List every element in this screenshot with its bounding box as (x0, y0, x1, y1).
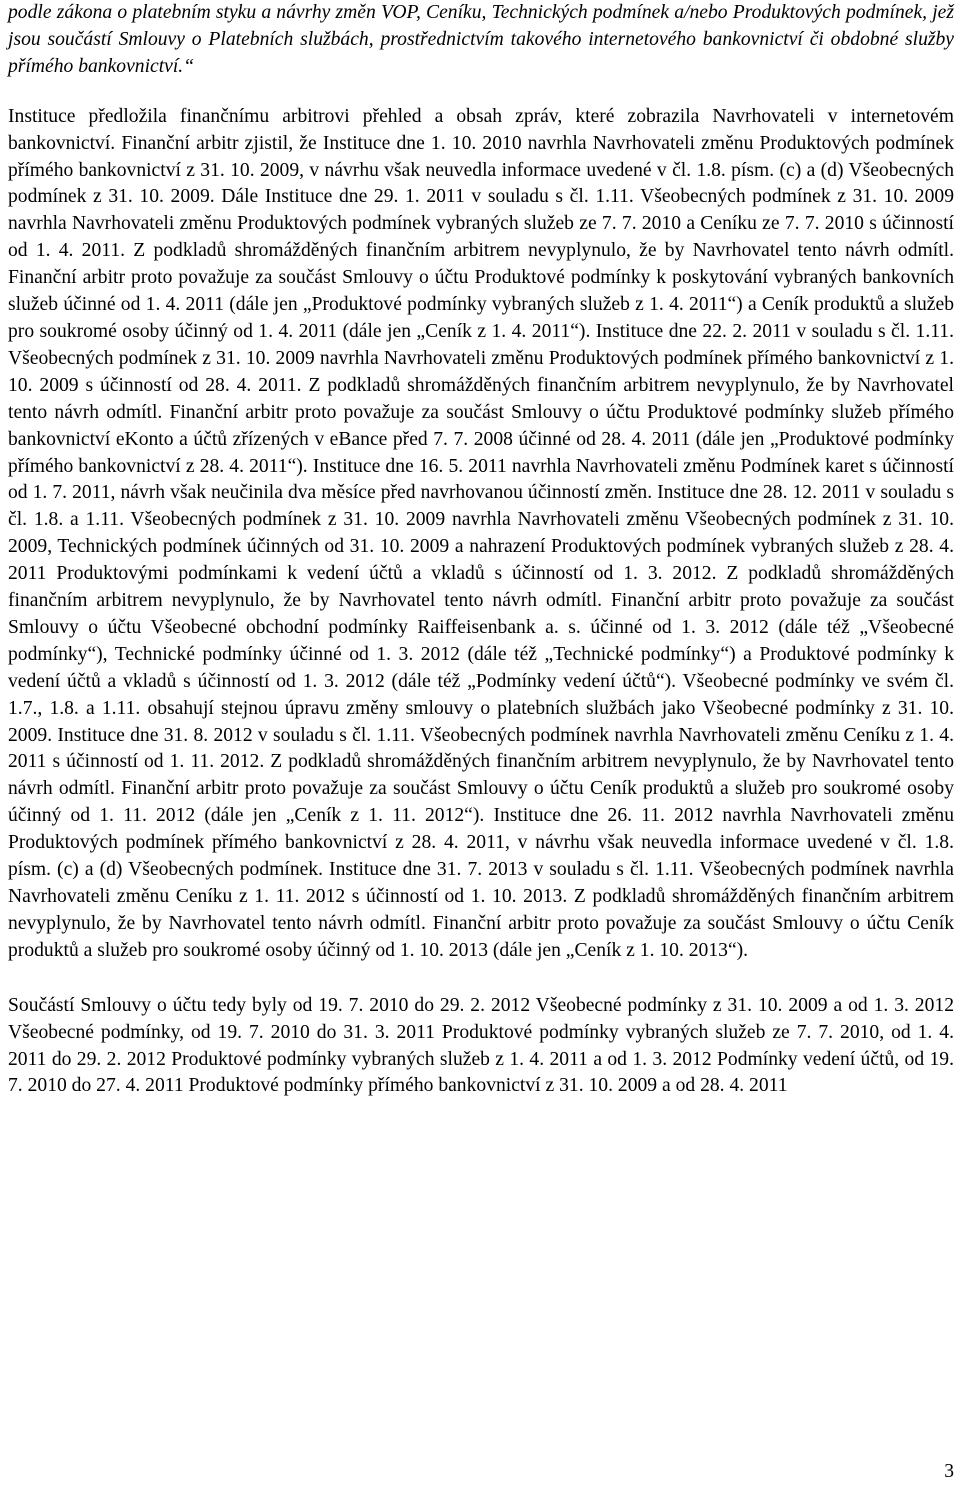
document-page (8, 0, 954, 1100)
quote-paragraph: podle zákona o platebním styku a návrhy změn VOP, Ceníku, Technických podmínek a/nebo Produktových podmínek, jež jsou součástí Smlouvy o Platebních službách, prostřednictvím takového internetového bankovnictví či obdobné služby přímého bankovnictví.“ (8, 2, 954, 77)
main-paragraph: Instituce předložila finančnímu arbitrovi přehled a obsah zpráv, které zobrazila Navrhovateli v internetovém bankovnictví. Finanční arbitr zjistil, že Instituce dne 1. 10. 2010 navrhla Navrhovateli změnu Produktových podmínek přímého bankovnictví z 31. 10. 2009, v návrhu však neuvedla informace uvedené v čl. 1.8. písm. (c) a (d) Všeobecných podmínek z 31. 10. 2009. Dále Instituce dne 29. 1. 2011 v souladu s čl. 1.11. Všeobecných podmínek z 31. 10. 2009 navrhla Navrhovateli změnu Produktových podmínek vybraných služeb ze 7. 7. 2010 a Ceníku ze 7. 7. 2010 s účinností od 1. 4. 2011. Z podkladů shromážděných finančním arbitrem nevyplynulo, že by Navrhovatel tento návrh odmítl. Finanční arbitr proto považuje za součást Smlouvy o účtu Produktové podmínky k poskytování vybraných bankovních služeb účinné od 1. 4. 2011 (dále jen „Produktové podmínky vybraných služeb z 1. 4. 2011“) a Ceník produktů a služeb pro soukromé osoby účinný od 1. 4. 2011 (dále jen „Ceník z 1. 4. 2011“). Instituce dne 22. 2. 2011 v souladu s čl. 1.11. Všeobecných podmínek z 31. 10. 2009 navrhla Navrhovateli změnu Produktových podmínek přímého bankovnictví z 1. 10. 2009 s účinností od 28. 4. 2011. Z podkladů shromážděných finančním arbitrem nevyplynulo, že by Navrhovatel tento návrh odmítl. Finanční arbitr proto považuje za součást Smlouvy o účtu Produktové podmínky služeb přímého bankovnictví eKonto a účtů zřízených v eBance před 7. 7. 2008 účinné od 28. 4. 2011 (dále jen „Produktové podmínky přímého bankovnictví z 28. 4. 2011“). Instituce dne 16. 5. 2011 navrhla Navrhovateli změnu Podmínek karet s účinností od 1. 7. 2011, návrh však neučinila dva měsíce před navrhovanou účinností změn. Instituce dne 28. 12. 2011 v souladu s čl. 1.8. a 1.11. Všeobecných podmínek z 31. 10. 2009 navrhla Navrhovateli změnu Všeobecných podmínek z 31. 10. 2009, Technických podmínek účinných od 31. 10. 2009 a nahrazení Produktových podmínek vybraných služeb z 28. 4. 2011 Produktovými podmínkami k vedení účtů a vkladů s účinností od 1. 3. 2012. Z podkladů shromážděných finančním arbitrem nevyplynulo, že by Navrhovatel tento návrh odmítl. Finanční arbitr proto považuje za součást Smlouvy o účtu Všeobecné obchodní podmínky Raiffeisenbank a. s. účinné od 1. 3. 2012 (dále též „Všeobecné podmínky“), Technické podmínky účinné od 1. 3. 2012 (dále též „Technické podmínky“) a Produktové podmínky k vedení účtů a vkladů s účinností od 1. 3. 2012 (dále též „Podmínky vedení účtů“). Všeobecné podmínky ve svém čl. 1.7., 1.8. a 1.11. obsahují stejnou úpravu změny smlouvy o platebních službách jako Všeobecné podmínky z 31. 10. 2009. Instituce dne 31. 8. 2012 v souladu s čl. 1.11. Všeobecných podmínek navrhla Navrhovateli změnu Ceníku z 1. 4. 2011 s účinností od 1. 11. 2012. Z podkladů shromážděných finančním arbitrem nevyplynulo, že by Navrhovatel tento návrh odmítl. Finanční arbitr proto považuje za součást Smlouvy o účtu Ceník produktů a služeb pro soukromé osoby účinný od 1. 11. 2012 (dále jen „Ceník z 1. 11. 2012“). Instituce dne 26. 11. 2012 navrhla Navrhovateli změnu Produktových podmínek přímého bankovnictví z 28. 4. 2011, v návrhu však neuvedla informace uvedené v čl. 1.8. písm. (c) a (d) Všeobecných podmínek. Instituce dne 31. 7. 2013 v souladu s čl. 1.11. Všeobecných podmínek navrhla Navrhovateli změnu Ceníku z 1. 11. 2012 s účinností od 1. 10. 2013. Z podkladů shromážděných finančním arbitrem nevyplynulo, že by Navrhovatel tento návrh odmítl. Finanční arbitr proto považuje za součást Smlouvy o účtu Ceník produktů a služeb pro soukromé osoby účinný od 1. 10. 2013 (dále jen „Ceník z 1. 10. 2013“). (8, 105, 954, 961)
page-number: 3 (944, 1461, 954, 1482)
closing-paragraph: Součástí Smlouvy o účtu tedy byly od 19. 7. 2010 do 29. 2. 2012 Všeobecné podmínky z 31. 10. 2009 a od 1. 3. 2012 Všeobecné podmínky, od 19. 7. 2010 do 31. 3. 2011 Produktové podmínky vybraných služeb ze 7. 7. 2010, od 1. 4. 2011 do 29. 2. 2012 Produktové podmínky vybraných služeb z 1. 4. 2011 a od 1. 3. 2012 Podmínky vedení účtů, od 19. 7. 2010 do 27. 4. 2011 Produktové podmínky přímého bankovnictví z 31. 10. 2009 a od 28. 4. 2011 (8, 994, 954, 1097)
